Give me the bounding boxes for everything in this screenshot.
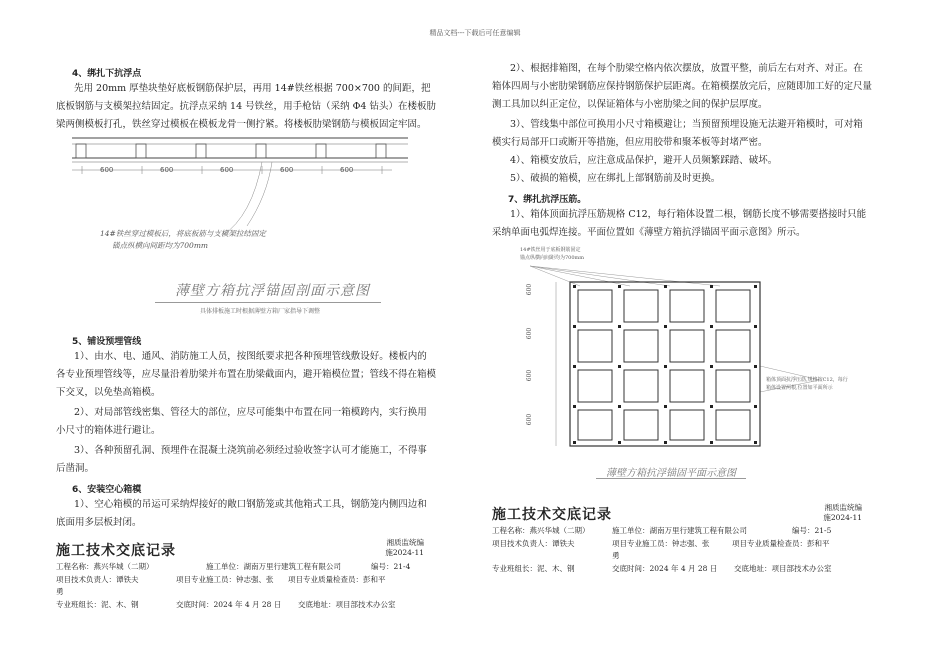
site-engineer: 项目专业施工员：钟志强、张: [612, 539, 710, 548]
record-tag-line: 湘质监统编: [824, 503, 862, 512]
right-p3: 3）、管线集中部位可换用小尺寸箱模避让；当预留预埋设施无法避开箱模时，可对箱模实行局部开口或断开等措施，但应用胶带和聚苯板等封堵严密。: [492, 119, 863, 148]
record-row-cont: [56, 585, 64, 599]
record-number: 编号：21-5: [792, 526, 832, 535]
plan-side-note: 箱体顶面抗浮压筋,规格按C12，每行: [766, 377, 848, 383]
dim-label: 600: [526, 283, 534, 296]
record-row: [56, 573, 386, 587]
dim-label: 600: [160, 166, 174, 174]
page-header: 精品文档---下载后可任意编辑: [429, 29, 521, 37]
record-row-cont: [612, 549, 620, 563]
record-row: [56, 598, 396, 612]
record-tag-line: 施2024-11: [823, 513, 862, 522]
construction-unit: 施工单位：湖南万里行建筑工程有限公司: [612, 526, 747, 535]
qa-inspector-cont: 勇: [56, 587, 64, 596]
project-name: 工程名称：燕兴华城（二期）: [492, 526, 590, 535]
plan-note: 锚点纵横向间距均为700mm: [520, 255, 585, 261]
section-5-p2: 2）、对局部管线密集、管径大的部位，应尽可能集中布置在同一箱模跨内，实行换用小尺寸的箱体进行避让。: [56, 407, 427, 436]
section-6-title: 6、安装空心箱模: [72, 485, 142, 495]
section-5-p1: 1）、由水、电、通风、消防施工人员，按图纸要求把各种预埋管线敷设好。楼板内的各专业预埋管线等，应尽量沿着肋梁并布置在肋梁截面内，避开箱模位置；管线不得在箱模下交叉，以免垫高箱模。: [56, 351, 437, 398]
construction-unit: 施工单位：湖南万里行建筑工程有限公司: [206, 562, 341, 571]
figure-title: 薄壁方箱抗浮锚固剖面示意图: [175, 283, 370, 299]
dim-label: 600: [220, 166, 234, 174]
dim-label: 600: [280, 166, 294, 174]
qa-inspector-cont: 勇: [612, 551, 620, 560]
section-5-p3: 3）、各种预留孔洞、预埋件在混凝土浇筑前必须经过验收签字认可才能施工，不得事后凿洞。: [56, 445, 427, 474]
qa-inspector: 项目专业质量检查员：彭和平: [732, 539, 830, 548]
right-p2: 2）、根据排箱图，在每个肋梁空格内依次摆放，放置平整，前后左右对齐、对正。在箱体四周与小密肋梁钢筋应保持钢筋保护层距离。在箱模摆放完后，应随即加工好的定尺量测工具加以纠正定位，以保证箱体与小密肋梁之间的保护层厚度。: [492, 63, 873, 110]
figure-note: 锚点纵横向间距均为700mm: [112, 241, 209, 250]
handover-time: 交底时间：2024 年 4 月 28 日: [612, 564, 718, 573]
record-title: 施工技术交底记录: [56, 543, 176, 559]
record-title: 施工技术交底记录: [492, 507, 612, 523]
record-row: [492, 524, 831, 538]
record-tag-line: 湘质监统编: [386, 538, 424, 547]
figure-caption: 具体排板施工时根据薄壁方箱厂家指导下调整: [200, 308, 321, 315]
right-p4: 4）、箱模安放后，应注意成品保护，避开人员频繁踩踏、破坏。: [510, 155, 778, 166]
section-4-title: 4、绑扎下抗浮点: [72, 69, 142, 79]
right-p5: 5）、破损的箱模，应在绑扎上部钢筋前及时更换。: [510, 173, 721, 184]
dim-label: 600: [526, 369, 534, 382]
qa-inspector: 项目专业质量检查员：彭和平: [288, 575, 386, 584]
handover-place: 交底地址：项目部技术办公室: [734, 564, 832, 573]
dim-label: 600: [100, 166, 114, 174]
record-tag-line: 施2024-11: [385, 548, 424, 557]
dim-label: 600: [340, 166, 354, 174]
tech-lead: 项目技术负责人：谭铁夫: [56, 575, 139, 584]
section-6-p1: 1）、空心箱模的吊运可采纳焊接好的敞口钢筋笼或其他箱式工具，钢筋笼内侧四边和底面用多层板封闭。: [56, 499, 427, 528]
plan-note: 14#铁丝用于底板钢筋固定: [520, 247, 581, 253]
section-4-text: 先用 20mm 厚垫块垫好底板钢筋保护层，再用 14#铁丝根据 700×700 的间距，把底板钢筋与支模架拉结固定。抗浮点采纳 14 号铁丝，用手枪钻（采纳 Φ4 钻头）在楼板肋梁两侧模板打孔，铁丝穿过模板在模板龙骨一侧拧紧。将楼板肋梁钢筋与模板固定牢固。: [56, 83, 437, 130]
section-7-p1: 1）、箱体顶面抗浮压筋规格 C12，每行箱体设置二根，钢筋长度不够需要搭接时只能采纳单面电弧焊连接。平面位置如《薄壁方箱抗浮锚固平面示意图》所示。: [492, 209, 867, 238]
team-leader: 专业班组长：泥、木、钢: [56, 600, 139, 609]
record-row: [492, 537, 830, 551]
team-leader: 专业班组长：泥、木、钢: [492, 564, 575, 573]
project-name: 工程名称：燕兴华城（二期）: [56, 562, 154, 571]
record-tag: [370, 538, 424, 558]
section-5-title: 5、铺设预埋管线: [72, 337, 142, 347]
section-7-title: 7、绑扎抗浮压筋。: [508, 195, 587, 205]
record-number: 编号：21-4: [371, 562, 411, 571]
handover-place: 交底地址：项目部技术办公室: [298, 600, 396, 609]
figure-note: 14#铁丝穿过模板后，将底板筋与支模架拉结固定: [100, 229, 266, 238]
dim-label: 600: [526, 413, 534, 426]
record-row: [492, 562, 832, 576]
record-row: [56, 560, 410, 574]
handover-time: 交底时间：2024 年 4 月 28 日: [176, 600, 282, 609]
plan-figure: [520, 262, 850, 460]
record-tag: [806, 503, 862, 523]
dim-label: 600: [526, 327, 534, 340]
plan-title: 薄壁方箱抗浮锚固平面示意图: [606, 468, 736, 479]
plan-side-note: 箱体设置两根,位置如平面所示: [766, 385, 833, 391]
tech-lead: 项目技术负责人：谭铁夫: [492, 539, 575, 548]
site-engineer: 项目专业施工员：钟志强、张: [176, 575, 274, 584]
